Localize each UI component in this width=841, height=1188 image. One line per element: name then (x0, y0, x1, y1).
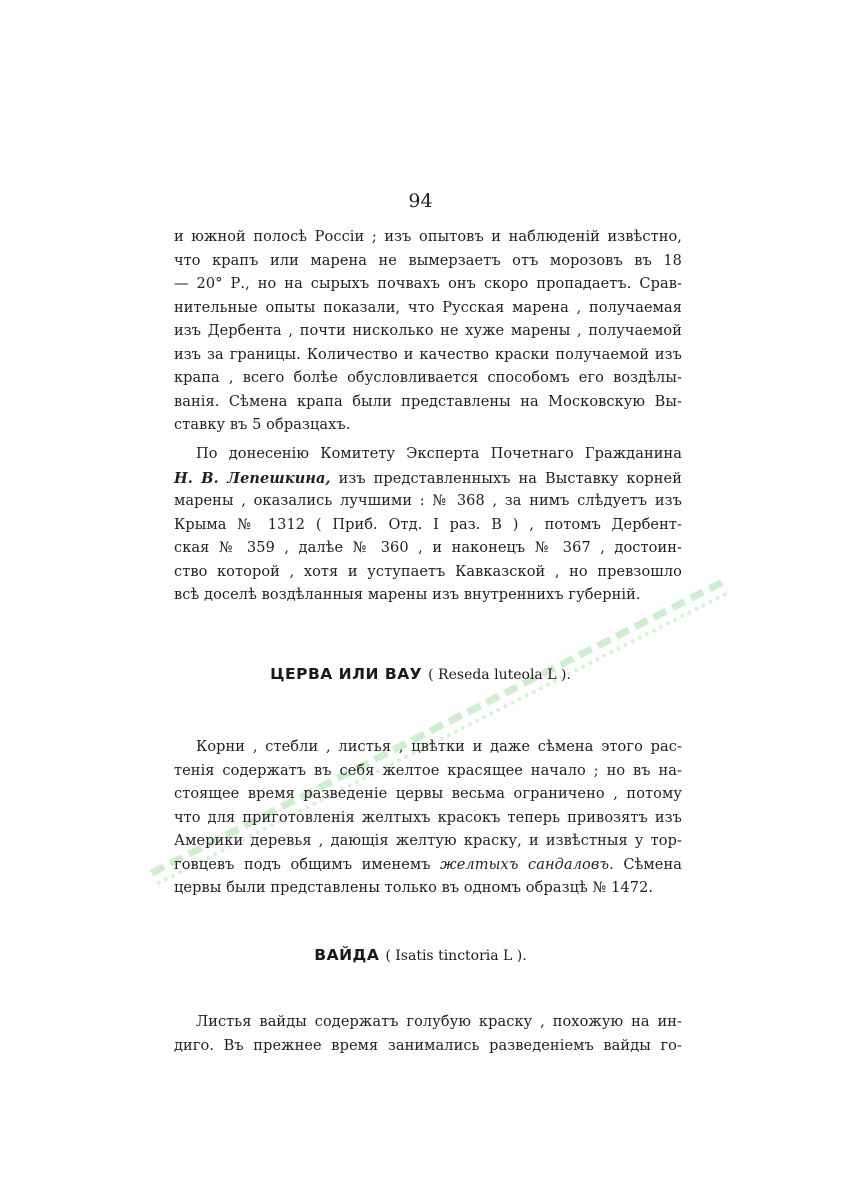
text-line: — 20° Р., но на сырыхъ почвахъ онъ скоро пропадаетъ. Срав- (174, 276, 682, 292)
text-line: ставку въ 5 образцахъ. (174, 417, 351, 433)
paragraph-lepeshkin-report (174, 443, 682, 608)
paragraph-weld (174, 736, 682, 901)
text-fragment: Сѣмена (613, 856, 682, 873)
text-line: цервы были представлены только въ одномъ образцѣ № 1472. (174, 880, 654, 896)
section-title: ЦЕРВА ИЛИ ВАУ (270, 665, 423, 683)
text-line: стоящее время разведеніе цервы весьма ограничено , потому (174, 786, 682, 802)
text-line: ская № 359 , далѣе № 360 , и наконецъ № 367 , достоин- (174, 540, 682, 556)
text-line: тенія содержатъ въ себя желтое красящее начало ; но въ на- (174, 762, 682, 779)
text-line (174, 854, 682, 878)
latin-name: ( Isatis tinctoria L ). (385, 948, 527, 964)
text-line: ство которой , хотя и уступаетъ Кавказской , но превзошло (174, 563, 682, 580)
text-line: диго. Въ прежнее время занимались разведеніемъ вайды го- (174, 1037, 682, 1054)
text-line: изъ за границы. Количество и качество краски получаемой изъ (174, 346, 682, 363)
section-heading-weld (0, 665, 841, 683)
text-line: марены , оказались лучшими : № 368 , за нимъ слѣдуетъ изъ (174, 493, 682, 509)
text-line: что для приготовленія желтыхъ красокъ теперь привозятъ изъ (174, 809, 682, 826)
text-line: нительные опыты показали, что Русская марена , получаемая (174, 299, 682, 316)
text-line: По донесенію Комитету Эксперта Почетнаго Гражданина (196, 446, 682, 462)
page-number: 94 (408, 190, 433, 212)
text-line: ванія. Сѣмена крапа были представлены на Московскую Вы- (174, 393, 682, 410)
text-line: Листья вайды содержатъ голубую краску , похожую на ин- (196, 1014, 682, 1030)
text-line: изъ Дербента , почти нисколько не хуже марены , получаемой (174, 323, 682, 339)
section-heading-woad (0, 946, 841, 964)
text-line: Корни , стебли , листья , цвѣтки и даже сѣмена этого рас- (196, 739, 682, 755)
person-name: Н. В. Лепешкина, (174, 469, 331, 487)
text-line: всѣ доселѣ воздѣланныя марены изъ внутреннихъ губерній. (174, 587, 641, 603)
text-fragment: говцевъ подъ общимъ именемъ (174, 856, 441, 873)
section-title: ВАЙДА (314, 946, 380, 964)
paragraph-woad (174, 1011, 682, 1058)
paragraph-madder-continued (174, 226, 682, 438)
text-line: Америки деревья , дающія желтую краску, и извѣстныя у тор- (174, 833, 682, 849)
latin-name: ( Reseda luteola L ). (428, 667, 571, 683)
italic-term: желтыхъ сандаловъ. (440, 856, 614, 873)
text-line: и южной полосѣ Россіи ; изъ опытовъ и наблюденій извѣстно, (174, 229, 682, 245)
text-fragment: изъ представленныхъ на Выставку корней (330, 470, 682, 487)
text-line: Крыма № 1312 ( Приб. Отд. I раз. В ) , потомъ Дербент- (174, 516, 682, 533)
text-line: что крапъ или марена не вымерзаетъ отъ морозовъ въ 18 (174, 252, 682, 269)
text-line (174, 467, 682, 491)
text-line: крапа , всего болѣе обусловливается способомъ его воздѣлы- (174, 370, 682, 386)
